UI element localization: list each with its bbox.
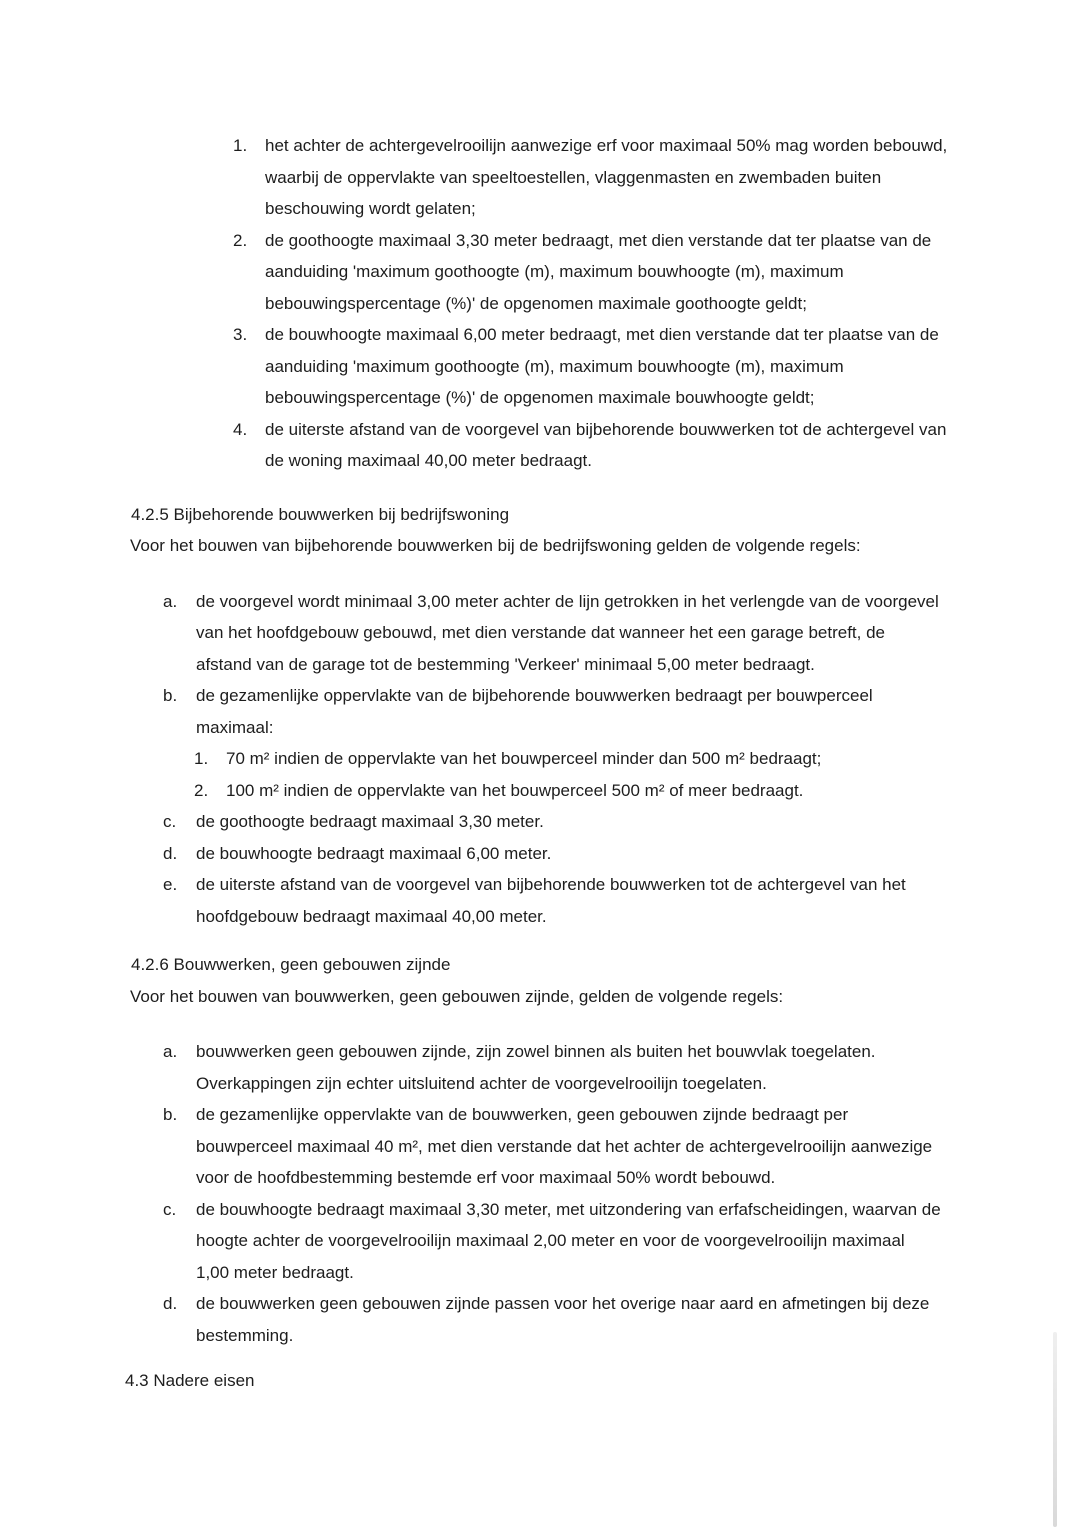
- list-item-text: 70 m² indien de oppervlakte van het bouwperceel minder dan 500 m² bedraagt;: [226, 749, 822, 768]
- list-item-text: de bouwhoogte bedraagt maximaal 6,00 meter.: [196, 843, 552, 863]
- list-item-marker: b.: [163, 1105, 178, 1124]
- list-item-marker: 4.: [233, 419, 248, 439]
- list-item-marker: 3.: [233, 325, 248, 344]
- list-item-text: de uiterste afstand van de voorgevel van bijbehorende bouwwerken tot de achtergevel van de woning maximaal 40,00 meter bedraagt.: [265, 419, 947, 470]
- list-item-marker: e.: [163, 875, 178, 894]
- section-intro-4-2-5: Voor het bouwen van bijbehorende bouwwerken bij de bedrijfswoning gelden de volgende regels:: [130, 536, 861, 555]
- list-item: [163, 680, 941, 743]
- list-item-text: de bouwhoogte bedraagt maximaal 3,30 meter, met uitzondering van erfafscheidingen, waarvan de hoogte achter de voorgevelrooilijn maximaal 2,00 meter en voor de voorgevelrooilijn maximaal 1,00 meter bedraagt.: [196, 1199, 941, 1282]
- section-heading-4-2-6: 4.2.6 Bouwwerken, geen gebouwen zijnde: [131, 955, 451, 974]
- list-item-marker: 1.: [194, 749, 209, 768]
- list-item: [163, 1036, 941, 1099]
- list-item-text: de gezamenlijke oppervlakte van de bouwwerken, geen gebouwen zijnde bedraagt per bouwperceel maximaal 40 m², met dien verstande dat het achter de achtergevelrooilijn aanwezige voor de hoofdbestemming bestemde erf voor maximaal 50% wordt bebouwd.: [196, 1105, 933, 1187]
- list-item-marker: c.: [163, 812, 177, 831]
- list-item-marker: a.: [163, 591, 178, 611]
- list-item: [194, 743, 894, 775]
- list-item-marker: d.: [163, 843, 178, 863]
- list-item-text: 100 m² indien de oppervlakte van het bouwperceel 500 m² of meer bedraagt.: [226, 780, 804, 800]
- list-item-text: de goothoogte bedraagt maximaal 3,30 meter.: [196, 812, 544, 831]
- list-item: [163, 1194, 941, 1289]
- list-item-text: het achter de achtergevelrooilijn aanwezige erf voor maximaal 50% mag worden bebouwd, waarbij de oppervlakte van speeltoestellen, vlaggenmasten en zwembaden buiten beschouwing wordt gelaten;: [265, 136, 948, 218]
- list-item-text: de gezamenlijke oppervlakte van de bijbehorende bouwwerken bedraagt per bouwperceel maximaal:: [196, 686, 873, 737]
- list-item-text: de uiterste afstand van de voorgevel van bijbehorende bouwwerken tot de achtergevel van het hoofdgebouw bedraagt maximaal 40,00 meter.: [196, 875, 906, 926]
- list-item-marker: 1.: [233, 136, 248, 155]
- list-item-text: de bouwhoogte maximaal 6,00 meter bedraagt, met dien verstande dat ter plaatse van de aanduiding 'maximum goothoogte (m), maximum bouwhoogte (m), maximum bebouwingspercentage (%)' de opgenomen maximale bouwhoogte geldt;: [265, 325, 939, 407]
- section-intro-4-2-6: Voor het bouwen van bouwwerken, geen gebouwen zijnde, gelden de volgende regels:: [130, 986, 784, 1006]
- scan-artifact-line: [1053, 1332, 1057, 1527]
- section-heading-4-3: 4.3 Nadere eisen: [125, 1371, 255, 1390]
- list-item: [163, 1288, 941, 1351]
- sub-numbered-list: [194, 743, 894, 806]
- list-item: [233, 319, 969, 414]
- numbered-list-top: [233, 130, 969, 477]
- list-item-marker: 2.: [233, 230, 248, 250]
- list-item: [163, 838, 941, 870]
- list-item-marker: c.: [163, 1199, 177, 1219]
- list-item: [233, 414, 969, 477]
- list-item-text: de voorgevel wordt minimaal 3,00 meter achter de lijn getrokken in het verlengde van de voorgevel van het hoofdgebouw gebouwd, met dien verstande dat wanneer het een garage betreft, de afstand van de garage tot de bestemming 'Verkeer' minimaal 5,00 meter bedraagt.: [196, 591, 939, 674]
- list-item-text: de bouwwerken geen gebouwen zijnde passen voor het overige naar aard en afmetingen bij deze bestemming.: [196, 1294, 930, 1345]
- list-item: [163, 869, 941, 932]
- list-item-marker: d.: [163, 1294, 178, 1313]
- list-item: [163, 806, 941, 838]
- lettered-list-4-2-6: [163, 1036, 941, 1351]
- list-item: [163, 586, 941, 681]
- list-item: [233, 130, 969, 225]
- list-item: [163, 1099, 941, 1194]
- list-item: [194, 775, 894, 807]
- list-item-marker: b.: [163, 686, 178, 705]
- list-item-marker: a.: [163, 1042, 178, 1061]
- list-item-text: de goothoogte maximaal 3,30 meter bedraagt, met dien verstande dat ter plaatse van de aanduiding 'maximum goothoogte (m), maximum bouwhoogte (m), maximum bebouwingspercentage (%)' de opgenomen maximale goothoogte geldt;: [265, 230, 932, 313]
- section-heading-4-2-5: 4.2.5 Bijbehorende bouwwerken bij bedrijfswoning: [131, 504, 510, 524]
- list-item-marker: 2.: [194, 780, 209, 800]
- list-item-text: bouwwerken geen gebouwen zijnde, zijn zowel binnen als buiten het bouwvlak toegelaten. Overkappingen zijn echter uitsluitend achter de voorgevelrooilijn toegelaten.: [196, 1042, 876, 1093]
- list-item: [233, 225, 969, 320]
- lettered-list-4-2-5: [163, 586, 941, 933]
